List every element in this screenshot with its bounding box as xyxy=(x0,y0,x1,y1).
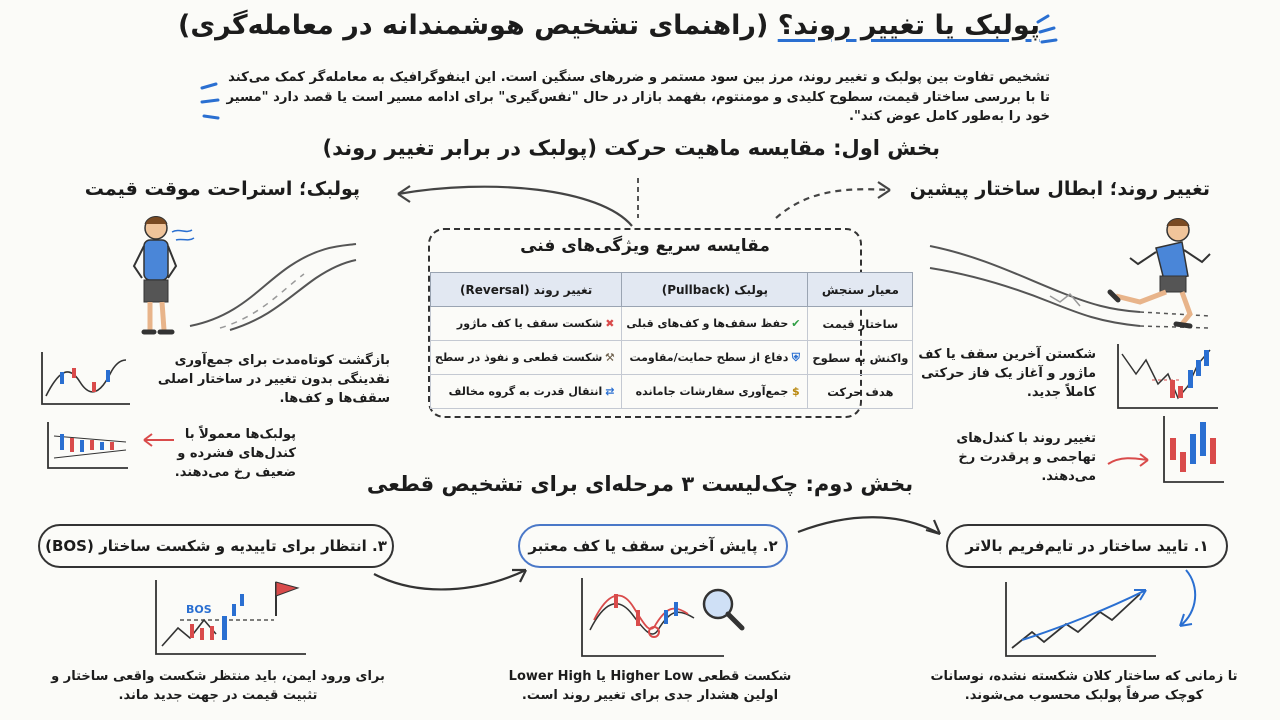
part1-heading: بخش اول: مقایسه ماهیت حرکت (پولبک در برابر تغییر روند) xyxy=(322,136,940,160)
resting-runner-illustration xyxy=(120,206,360,338)
reversal-breakdown-chart-icon xyxy=(1112,340,1222,414)
hammer-icon: ⚒ xyxy=(604,351,615,364)
running-person-illustration xyxy=(920,206,1220,336)
step-3-pill: ۳. انتظار برای تاییدیه و شکست ساختار (BOS) xyxy=(38,524,394,568)
page-title xyxy=(178,10,1040,41)
bos-chart-icon xyxy=(150,576,310,660)
uptrend-chart-icon xyxy=(1000,578,1160,662)
sparkle-icon xyxy=(1032,12,1072,52)
arrow-right-icon xyxy=(1104,446,1154,472)
pullback-candles-chart-icon xyxy=(42,418,130,474)
step-2-pill: ۲. پایش آخرین سقف یا کف معتبر xyxy=(518,524,788,568)
check-icon: ✔ xyxy=(791,317,801,330)
swap-arrows-icon: ⇄ xyxy=(605,385,615,398)
curved-arrow-icon xyxy=(1166,566,1206,636)
step-1-pill: ۱. تایید ساختار در تایم‌فریم بالاتر xyxy=(946,524,1228,568)
money-bag-icon: $ xyxy=(792,385,800,398)
bos-label: BOS xyxy=(186,603,212,616)
reversal-title: تغییر روند؛ ابطال ساختار پیشین xyxy=(909,178,1210,200)
criterion-cell: ساختار قیمت xyxy=(808,307,913,341)
reversal-note-2: تغییر روند با کندل‌های تهاجمی و پرقدرت رخ می‌دهند. xyxy=(956,431,1096,484)
title-rest: (راهنمای تشخیص هوشمندانه در معامله‌گری) xyxy=(178,10,778,41)
higher-low-break-chart-icon xyxy=(574,574,754,664)
table-row xyxy=(431,341,913,375)
table-row xyxy=(431,375,913,409)
column-header: معیار سنجش xyxy=(808,273,913,307)
comparison-title: مقایسه سریع ویژگی‌های فنی xyxy=(520,236,770,256)
step-2-caption: شکست قطعی Higher Low یا Lower High اولین هشدار جدی برای تغییر روند است. xyxy=(508,669,792,703)
shield-icon: ⛨ xyxy=(791,350,800,364)
criterion-cell: هدف حرکت xyxy=(808,375,913,409)
title-highlight: پولبک یا تغییر روند؟ xyxy=(777,10,1040,41)
reversal-cell: ✖شکست سقف یا کف ماژور xyxy=(431,307,622,341)
pullback-note-2: پولبک‌ها معمولاً با کندل‌های فشرده و ضعیف رخ می‌دهند. xyxy=(174,427,296,480)
step-1-caption: تا زمانی که ساختار کلان شکسته نشده، نوسانات کوچک صرفاً پولبک محسوب می‌شوند. xyxy=(930,669,1238,703)
intro-paragraph: تشخیص تفاوت بین پولبک و تغییر روند، مرز بین سود مستمر و ضررهای سنگین است. این اینفوگرافیک به معامله‌گر کمک می‌کند تا با بررسی ساختار قیمت، سطوح کلیدی و مومنتوم، بفهمد بازار در حال "نفس‌گیری" برای ادامه مسیر است یا قصد دارد "مسیر خود را به‌طور کامل عوض کند". xyxy=(226,70,1050,125)
comparison-table-card xyxy=(428,228,909,418)
table-row xyxy=(431,307,913,341)
pullback-cell: $جمع‌آوری سفارشات جامانده xyxy=(622,375,808,409)
cross-icon: ✖ xyxy=(605,317,615,330)
step-3-caption: برای ورود ایمن، باید منتظر شکست واقعی ساختار و تثبیت قیمت در جهت جدید ماند. xyxy=(51,669,385,703)
pullback-cell: ✔حفظ سقف‌ها و کف‌های قبلی xyxy=(622,307,808,341)
reversal-note-1: شکستن آخرین سقف یا کف ماژور و آغاز یک فاز حرکتی کاملاً جدید. xyxy=(918,347,1096,400)
aggressive-candles-chart-icon xyxy=(1160,412,1226,488)
reversal-cell: ⚒شکست قطعی و نفوذ در سطح xyxy=(431,341,622,375)
pullback-note-1: بازگشت کوتاه‌مدت برای جمع‌آوری نقدینگی بدون تغییر در ساختار اصلی سقف‌ها و کف‌ها. xyxy=(157,353,390,406)
reversal-cell: ⇄انتقال قدرت به گروه مخالف xyxy=(431,375,622,409)
part2-heading: بخش دوم: چک‌لیست ۳ مرحله‌ای برای تشخیص قطعی xyxy=(366,472,914,496)
column-header: پولبک (Pullback) xyxy=(622,273,808,307)
pullback-title: پولبک؛ استراحت موقت قیمت xyxy=(84,178,360,200)
comparison-table xyxy=(430,272,913,409)
pullback-wave-chart-icon xyxy=(36,348,132,410)
criterion-cell: واکنش به سطوح xyxy=(808,341,913,375)
pullback-cell: ⛨دفاع از سطح حمایت/مقاومت xyxy=(622,341,808,375)
column-header: تغییر روند (Reversal) xyxy=(431,273,622,307)
table-header-row xyxy=(431,273,913,307)
